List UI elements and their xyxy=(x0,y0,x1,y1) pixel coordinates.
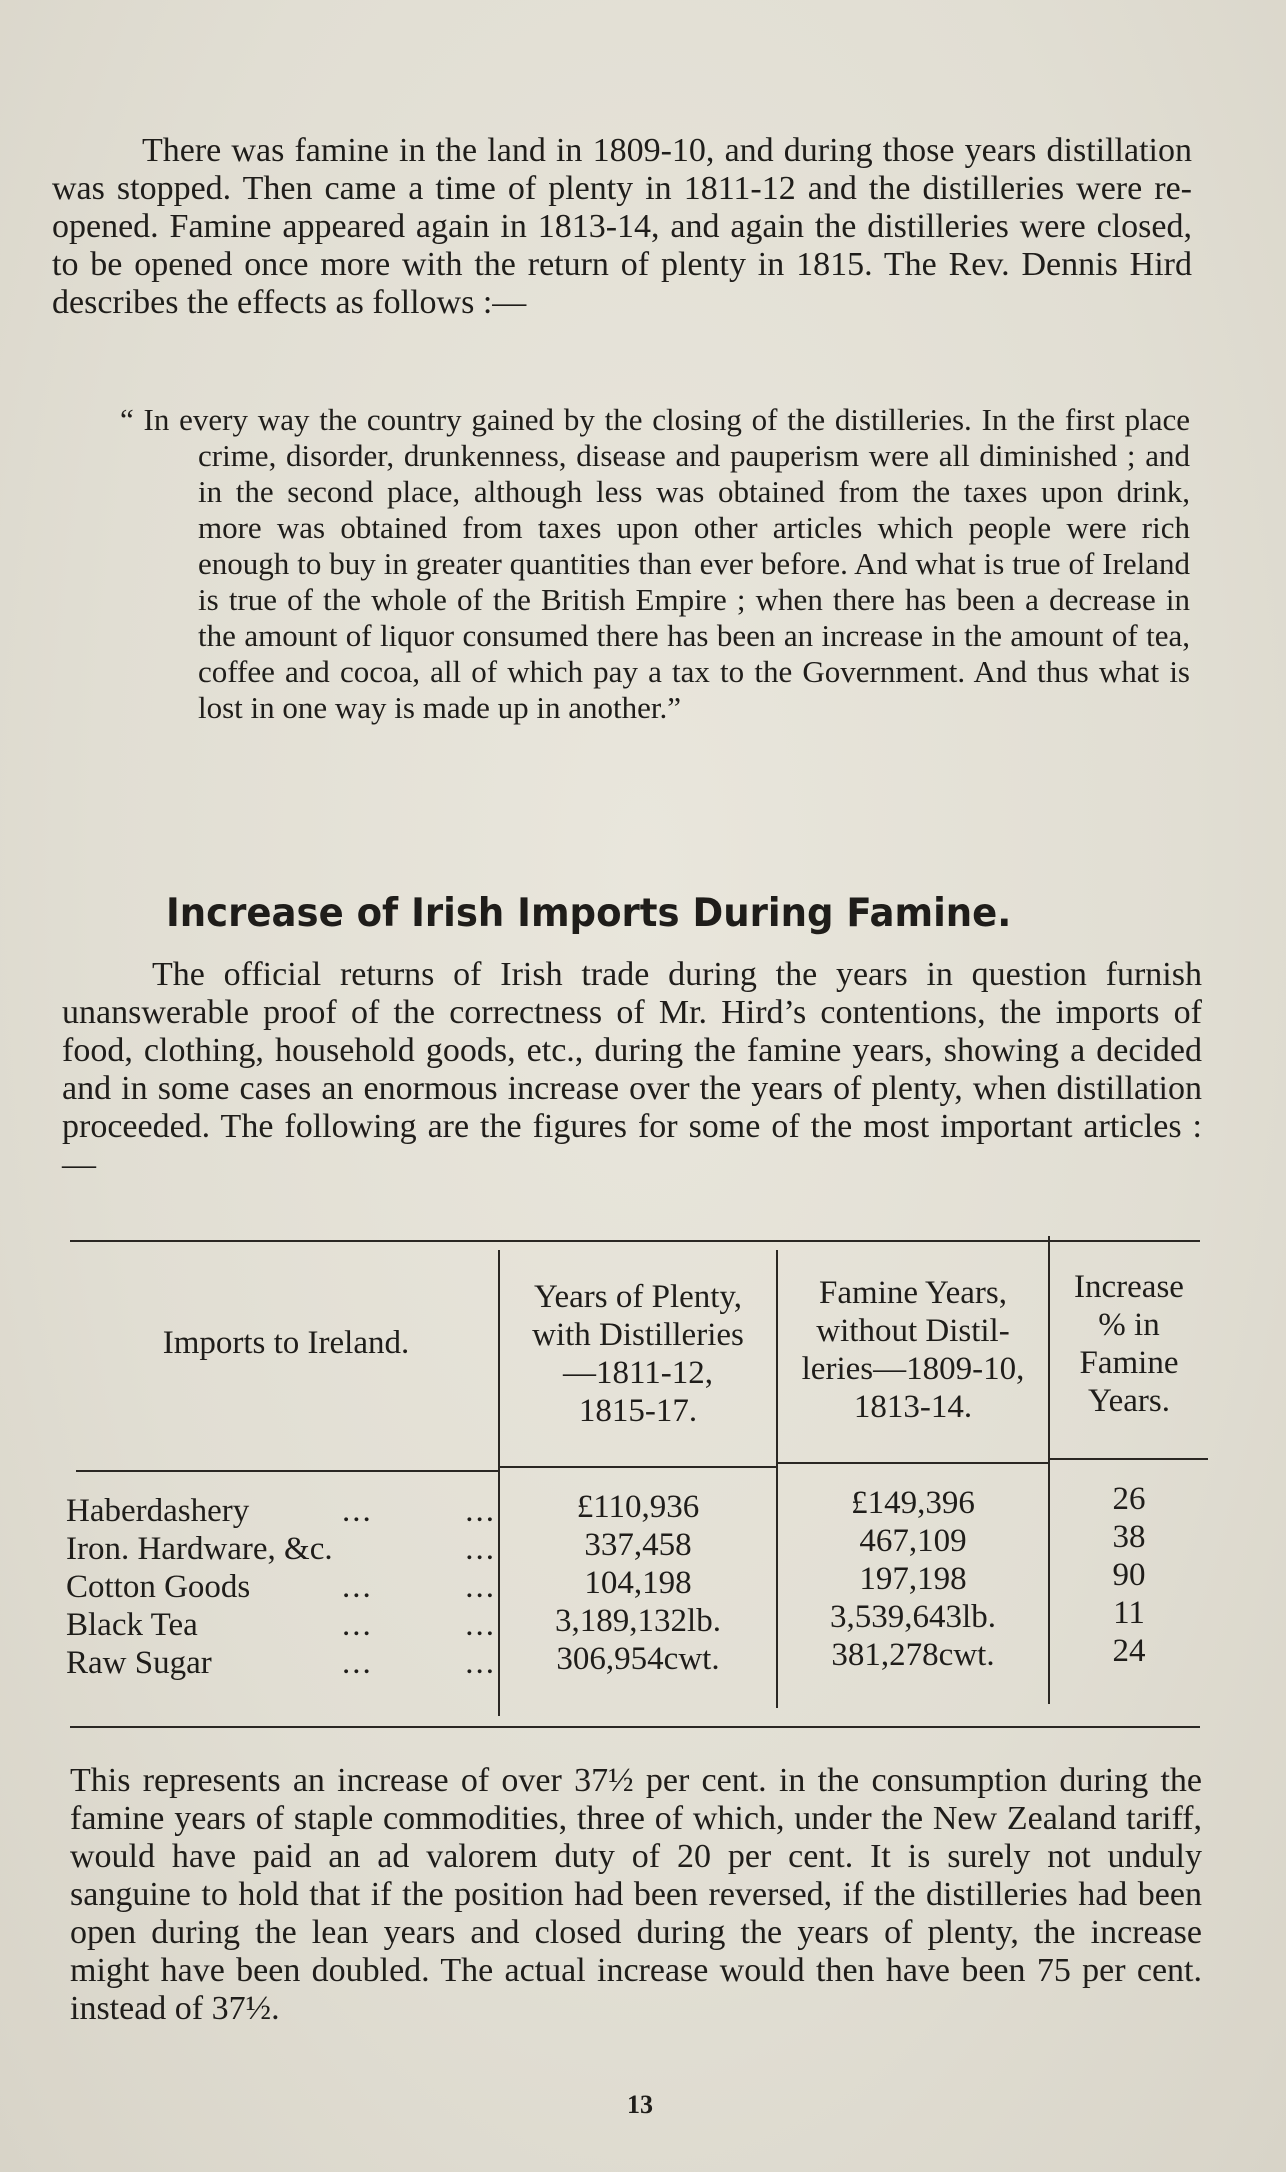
row-famine-value: 381,278cwt. xyxy=(831,1637,995,1673)
row-item-text: Haberdashery xyxy=(66,1493,250,1529)
row-famine-value: 197,198 xyxy=(859,1561,967,1597)
header-increase-percent xyxy=(1050,1268,1208,1420)
leader-dots: ... xyxy=(465,1531,496,1567)
header-famine-line-4: 1813-14. xyxy=(853,1389,973,1425)
table-bottom-rule xyxy=(70,1726,1200,1728)
row-item-label xyxy=(66,1530,496,1568)
leader-dots: ... xyxy=(342,1607,373,1643)
header-imports-to-ireland xyxy=(76,1324,496,1362)
row-famine-value: 467,109 xyxy=(859,1523,967,1559)
row-increase-value: 90 xyxy=(1112,1557,1146,1593)
row-item-label xyxy=(66,1606,496,1644)
header-underline-4 xyxy=(1050,1458,1208,1460)
leader-dots: ... xyxy=(465,1645,496,1681)
page-number: 13 xyxy=(627,2090,653,2119)
header-plenty-line-2: with Distilleries xyxy=(532,1317,744,1353)
header-years-of-plenty xyxy=(500,1278,776,1430)
table-top-rule xyxy=(70,1240,1200,1242)
header-famine-years xyxy=(778,1274,1048,1426)
trade-returns-paragraph xyxy=(62,956,1202,1184)
row-item-text: Black Tea xyxy=(66,1607,198,1643)
row-plenty-value: £110,936 xyxy=(576,1489,700,1525)
row-increase-value: 26 xyxy=(1112,1481,1146,1517)
header-famine-line-3: leries—1809-10, xyxy=(801,1351,1025,1387)
row-famine-value: 3,539,643lb. xyxy=(830,1599,996,1635)
leader-dots: ... xyxy=(342,1569,373,1605)
row-increase-value: 24 xyxy=(1112,1633,1146,1669)
row-plenty-value: 104,198 xyxy=(584,1565,692,1601)
header-imports-label: Imports to Ireland. xyxy=(162,1325,410,1361)
intro-paragraph-text: There was famine in the land in 1809-10, and during those years distillation was stopped. Then came a time of plenty in 1811-12 and the distilleries were re-opened. Famine appeared again in 1813-14, and again the distilleries were closed, to be opened once more with the return of plenty in 1815. The Rev. Dennis Hird describes the effects as follows :— xyxy=(52,132,1192,321)
header-increase-line-2: % in xyxy=(1098,1307,1160,1343)
row-increase-value: 11 xyxy=(1113,1595,1145,1631)
row-item-label xyxy=(66,1568,496,1606)
row-plenty-value: 306,954cwt. xyxy=(556,1641,720,1677)
quoted-passage-text: “ In every way the country gained by the closing of the distilleries. In the first place crime, disorder, drunkenness, disease and pauperism were all diminished ; and in the second place, although less was obtained from the taxes upon drink, more was obtained from taxes upon other articles which people were rich enough to buy in greater quantities than ever before. And what is true of Ireland is true of the whole of the British Empire ; when there has been a decrease in the amount of liquor consumed there has been an increase in the amount of tea, coffee and cocoa, all of which pay a tax to the Government. And thus what is lost in one way is made up in another.” xyxy=(120,402,1190,725)
row-plenty-value: 3,189,132lb. xyxy=(555,1603,721,1639)
leader-dots: ... xyxy=(465,1569,496,1605)
header-plenty-line-1: Years of Plenty, xyxy=(533,1279,743,1315)
intro-paragraph xyxy=(52,132,1192,322)
leader-dots: ... xyxy=(465,1607,496,1643)
header-underline-2 xyxy=(500,1466,776,1468)
header-increase-line-3: Famine xyxy=(1079,1345,1179,1381)
conclusion-paragraph: This represents an increase of over 37½ per cent. in the consumption during the famine years of staple commodities, three of which, under the New Zealand tariff, would have paid an ad valorem duty of 20 per cent. It is surely not unduly sanguine to hold that if the position had been reversed, if the distilleries had been open during the lean years and closed during the years of plenty, the increase might have been doubled. The actual increase would then have been 75 per cent. instead of 37½. xyxy=(70,1762,1202,2027)
row-plenty-value: 337,458 xyxy=(584,1527,692,1563)
quoted-passage xyxy=(120,402,1190,726)
leader-dots: ... xyxy=(342,1645,373,1681)
row-item-text: Cotton Goods xyxy=(66,1569,251,1605)
header-plenty-line-3: —1811-12, xyxy=(562,1355,713,1391)
header-famine-line-2: without Distil- xyxy=(816,1313,1010,1349)
trade-returns-paragraph-text: The official returns of Irish trade during the years in question furnish unanswerable proof of the correctness of Mr. Hird’s contentions, the imports of food, clothing, household goods, etc., during the famine years, showing a decided and in some cases an enormous increase over the years of plenty, when distillation proceeded. The following are the figures for some of the most important articles :— xyxy=(62,956,1202,1183)
header-famine-line-1: Famine Years, xyxy=(819,1275,1007,1311)
header-underline-3 xyxy=(778,1462,1048,1464)
row-item-label xyxy=(66,1492,496,1530)
header-increase-line-1: Increase xyxy=(1074,1269,1184,1305)
row-item-text: Raw Sugar xyxy=(66,1645,212,1681)
row-increase-value: 38 xyxy=(1112,1519,1146,1555)
section-heading: Increase of Irish Imports During Famine. xyxy=(166,891,1012,936)
header-plenty-line-4: 1815-17. xyxy=(578,1393,698,1429)
leader-dots: ... xyxy=(342,1493,373,1529)
row-famine-value: £149,396 xyxy=(851,1485,975,1521)
header-increase-line-4: Years. xyxy=(1088,1383,1170,1419)
row-item-label xyxy=(66,1644,496,1682)
row-item-text: Iron. Hardware, &c. xyxy=(66,1531,333,1567)
header-underline-1 xyxy=(76,1470,498,1472)
leader-dots: ... xyxy=(465,1493,496,1529)
